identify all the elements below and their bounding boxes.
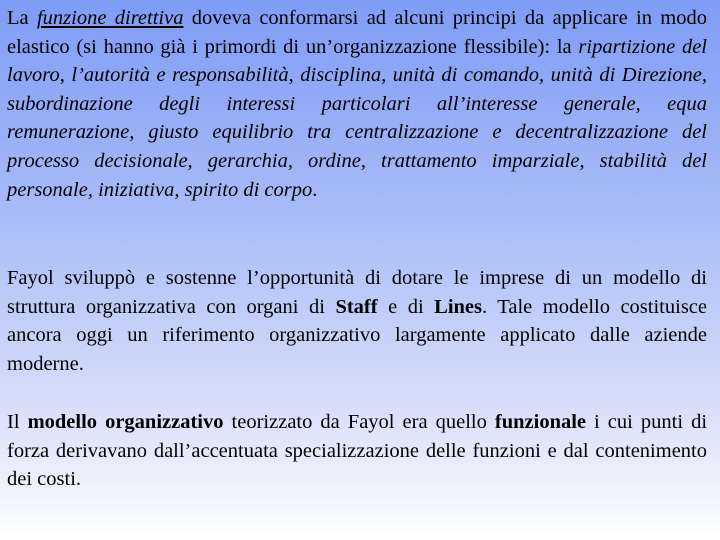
paragraph-principles [7, 4, 707, 204]
text-run: e di [377, 295, 435, 318]
text-run: . Tale modello costituisce ancora oggi un riferimento organizzativo largamente applicato dalle aziende moderne. [7, 295, 707, 375]
text-run: Fayol sviluppò e sostenne l’opportunità di dotare le imprese di un modello di struttura organizzativa con organi di [7, 267, 707, 318]
paragraph-staff-lines [7, 264, 707, 378]
principles-list: ripartizione del lavoro, l’autorità e responsabilità, disciplina, unità di comando, unità di Direzione, subordinazione degli interessi particolari all’interesse generale, equa remunerazione, giusto equilibrio tra centralizzazione e decentralizzazione del processo decisionale, gerarchia, ordine, trattamento imparziale, stabilità del personale, iniziativa, spirito di corpo [7, 35, 708, 201]
text-run: teorizzato da Fayol era quello [223, 411, 495, 433]
text-run: i cui punti di forza derivavano dall’accentuata specializzazione delle funzioni e dal contenimento dei costi. [7, 411, 708, 491]
term-staff: Staff [335, 295, 378, 318]
text-run: Il [7, 411, 28, 433]
paragraph-functional-model [7, 408, 707, 494]
term-lines: Lines [434, 295, 483, 318]
term-funzionale: funzionale [494, 411, 587, 433]
term-modello-organizzativo: modello organizzativo [27, 411, 224, 433]
text-run: La [7, 7, 37, 29]
text-run: . [312, 178, 318, 201]
term-funzione-direttiva: funzione direttiva [36, 7, 184, 29]
text-run: doveva conformarsi ad alcuni principi da applicare in modo elastico (si hanno già i primordi di un’organizzazione flessibile): la [7, 7, 707, 58]
